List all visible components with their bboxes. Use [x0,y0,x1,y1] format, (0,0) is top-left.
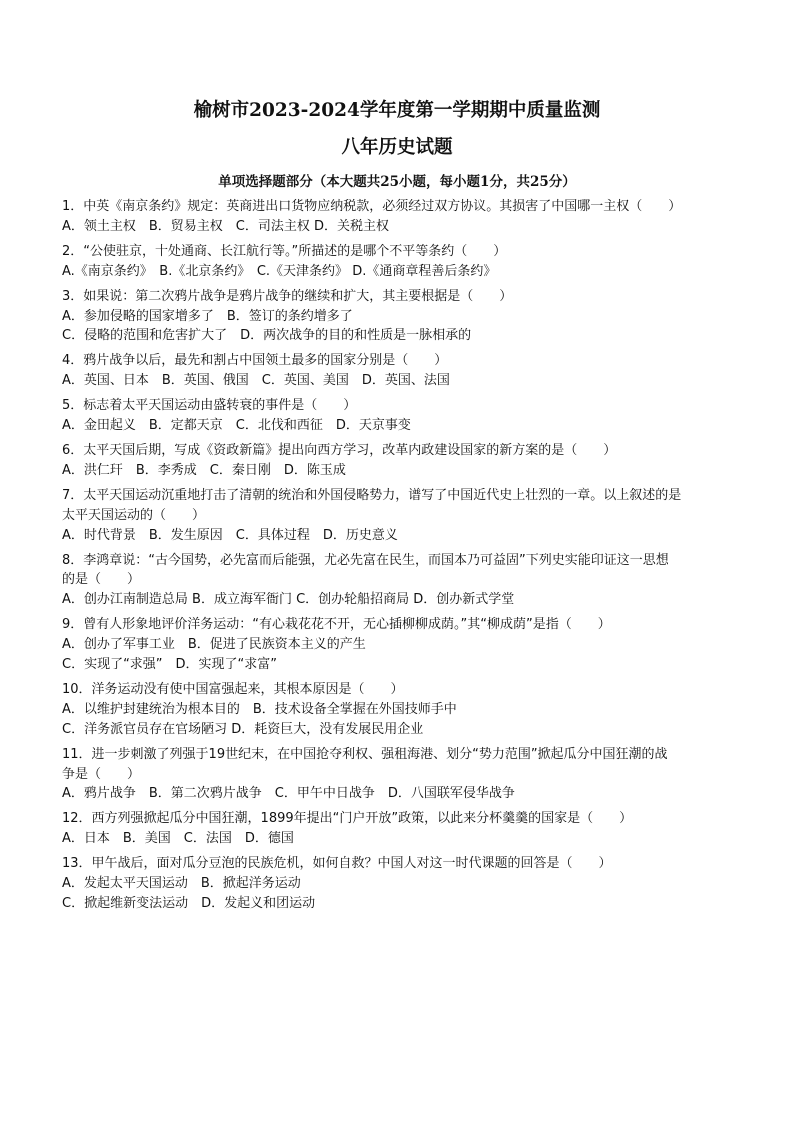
question-item [62,809,732,849]
question-item [62,396,732,436]
question-stem: 9．曾有人形象地评价洋务运动：“有心栽花花不开，无心插柳柳成荫。”其“柳成荫”是指（ ） [62,617,611,633]
question-item [62,242,732,282]
question-stem: 6．太平天国后期，写成《资政新篇》提出向西方学习，改革内政建设国家的新方案的是（ ） [62,442,617,458]
question-item [62,680,732,740]
question-item [62,197,732,237]
question-line: C．掀起维新变法运动 D．发起义和团运动 [62,896,316,911]
question-line: A．英国、日本 B．英国、俄国 C．英国、美国 D．英国、法国 [62,373,450,389]
question-stem: 12．西方列强掀起瓜分中国狂潮，1899年提出“门户开放”政策，以此来分杯羹羹的国家是（ ） [62,811,633,827]
question-line: 争是（ ） [62,766,141,782]
question-line: C．侵略的范围和危害扩大了 D．两次战争的目的和性质是一脉相承的 [62,328,472,344]
question-stem: 11．进一步刺激了列强于19世纪末，在中国抢夺利权、强租海港、划分“势力范围”掀起瓜分中国狂潮的战 [62,746,668,762]
question-line: A．日本 B．美国 C．法国 D．德国 [62,831,294,847]
question-item [62,615,732,675]
question-line: A．以维护封建统治为根本目的 B．技术设备全掌握在外国技师手中 [62,701,457,717]
question-stem: 4．鸦片战争以后，最先和割占中国领土最多的国家分别是（ ） [62,353,448,369]
question-line: C．实现了“求强” D．实现了“求富” [62,657,278,673]
question-line: A．洪仁玕 B．李秀成 C．秦日刚 D．陈玉成 [62,462,346,478]
question-item [62,441,732,481]
question-line: A．发起太平天国运动 B．掀起洋务运动 [62,876,301,892]
question-stem: 10．洋务运动没有使中国富强起来，其根本原因是（ ） [62,681,404,697]
question-item [62,745,732,805]
question-line: A.《南京条约》 B.《北京条约》 C.《天津条约》 D.《通商章程善后条约》 [62,263,497,279]
question-stem: 3．如果说：第二次鸦片战争是鸦片战争的继续和扩大，其主要根据是（ ） [62,288,513,304]
question-item [62,287,732,347]
exam-subtitle: 八年历史试题 [341,137,453,158]
question-list [62,197,732,919]
question-line: A．参加侵略的国家增多了 B．签订的条约增多了 [62,308,353,324]
question-line: A．金田起义 B．定都天京 C．北伐和西征 D．天京事变 [62,418,411,434]
question-item [62,486,732,546]
question-line: A．领土主权 B．贸易主权 C．司法主权 D．关税主权 [62,218,390,234]
question-line: 的是（ ） [62,572,141,588]
exam-title: 榆树市2023-2024学年度第一学期期中质量监测 [193,100,601,121]
question-stem: 1．中英《南京条约》规定：英商进出口货物应纳税款，必须经过双方协议。其损害了中国哪一主权（ ） [62,199,682,214]
question-item [62,351,732,391]
question-line: C．洋务派官员存在官场陋习 D．耗资巨大，没有发展民用企业 [62,721,424,737]
question-stem: 13．甲午战后，面对瓜分豆泡的民族危机，如何自救？中国人对这一时代课题的回答是（ ） [62,856,612,872]
question-line: A．鸦片战争 B．第二次鸦片战争 C．甲午中日战争 D．八国联军侵华战争 [62,786,515,802]
question-line: 太平天国运动的（ ） [62,507,206,523]
section-heading: 单项选择题部分（本大题共25小题，每小题1分，共25分） [218,174,576,190]
question-line: A．创办江南制造总局 B．成立海军衙门 C．创办轮船招商局 D．创办新式学堂 [62,592,515,608]
question-stem: 8．李鸿章说：“古今国势，必先富而后能强，尤必先富在民生，而国本乃可益固”下列史实能印证这一思想 [62,552,669,568]
question-item [62,854,732,914]
question-stem: 5．标志着太平天国运动由盛转衰的事件是（ ） [62,398,357,414]
question-line: A．时代背景 B．发生原因 C．具体过程 D．历史意义 [62,527,398,543]
question-stem: 7．太平天国运动沉重地打击了清朝的统治和外国侵略势力，谱写了中国近代史上壮烈的一章。以上叙述的是 [62,487,682,503]
question-line: A．创办了军事工业 B．促进了民族资本主义的产生 [62,637,366,653]
question-stem: 2．“公使驻京，十处通商、长江航行等。”所描述的是哪个不平等条约（ ） [62,243,507,259]
question-item [62,551,732,611]
